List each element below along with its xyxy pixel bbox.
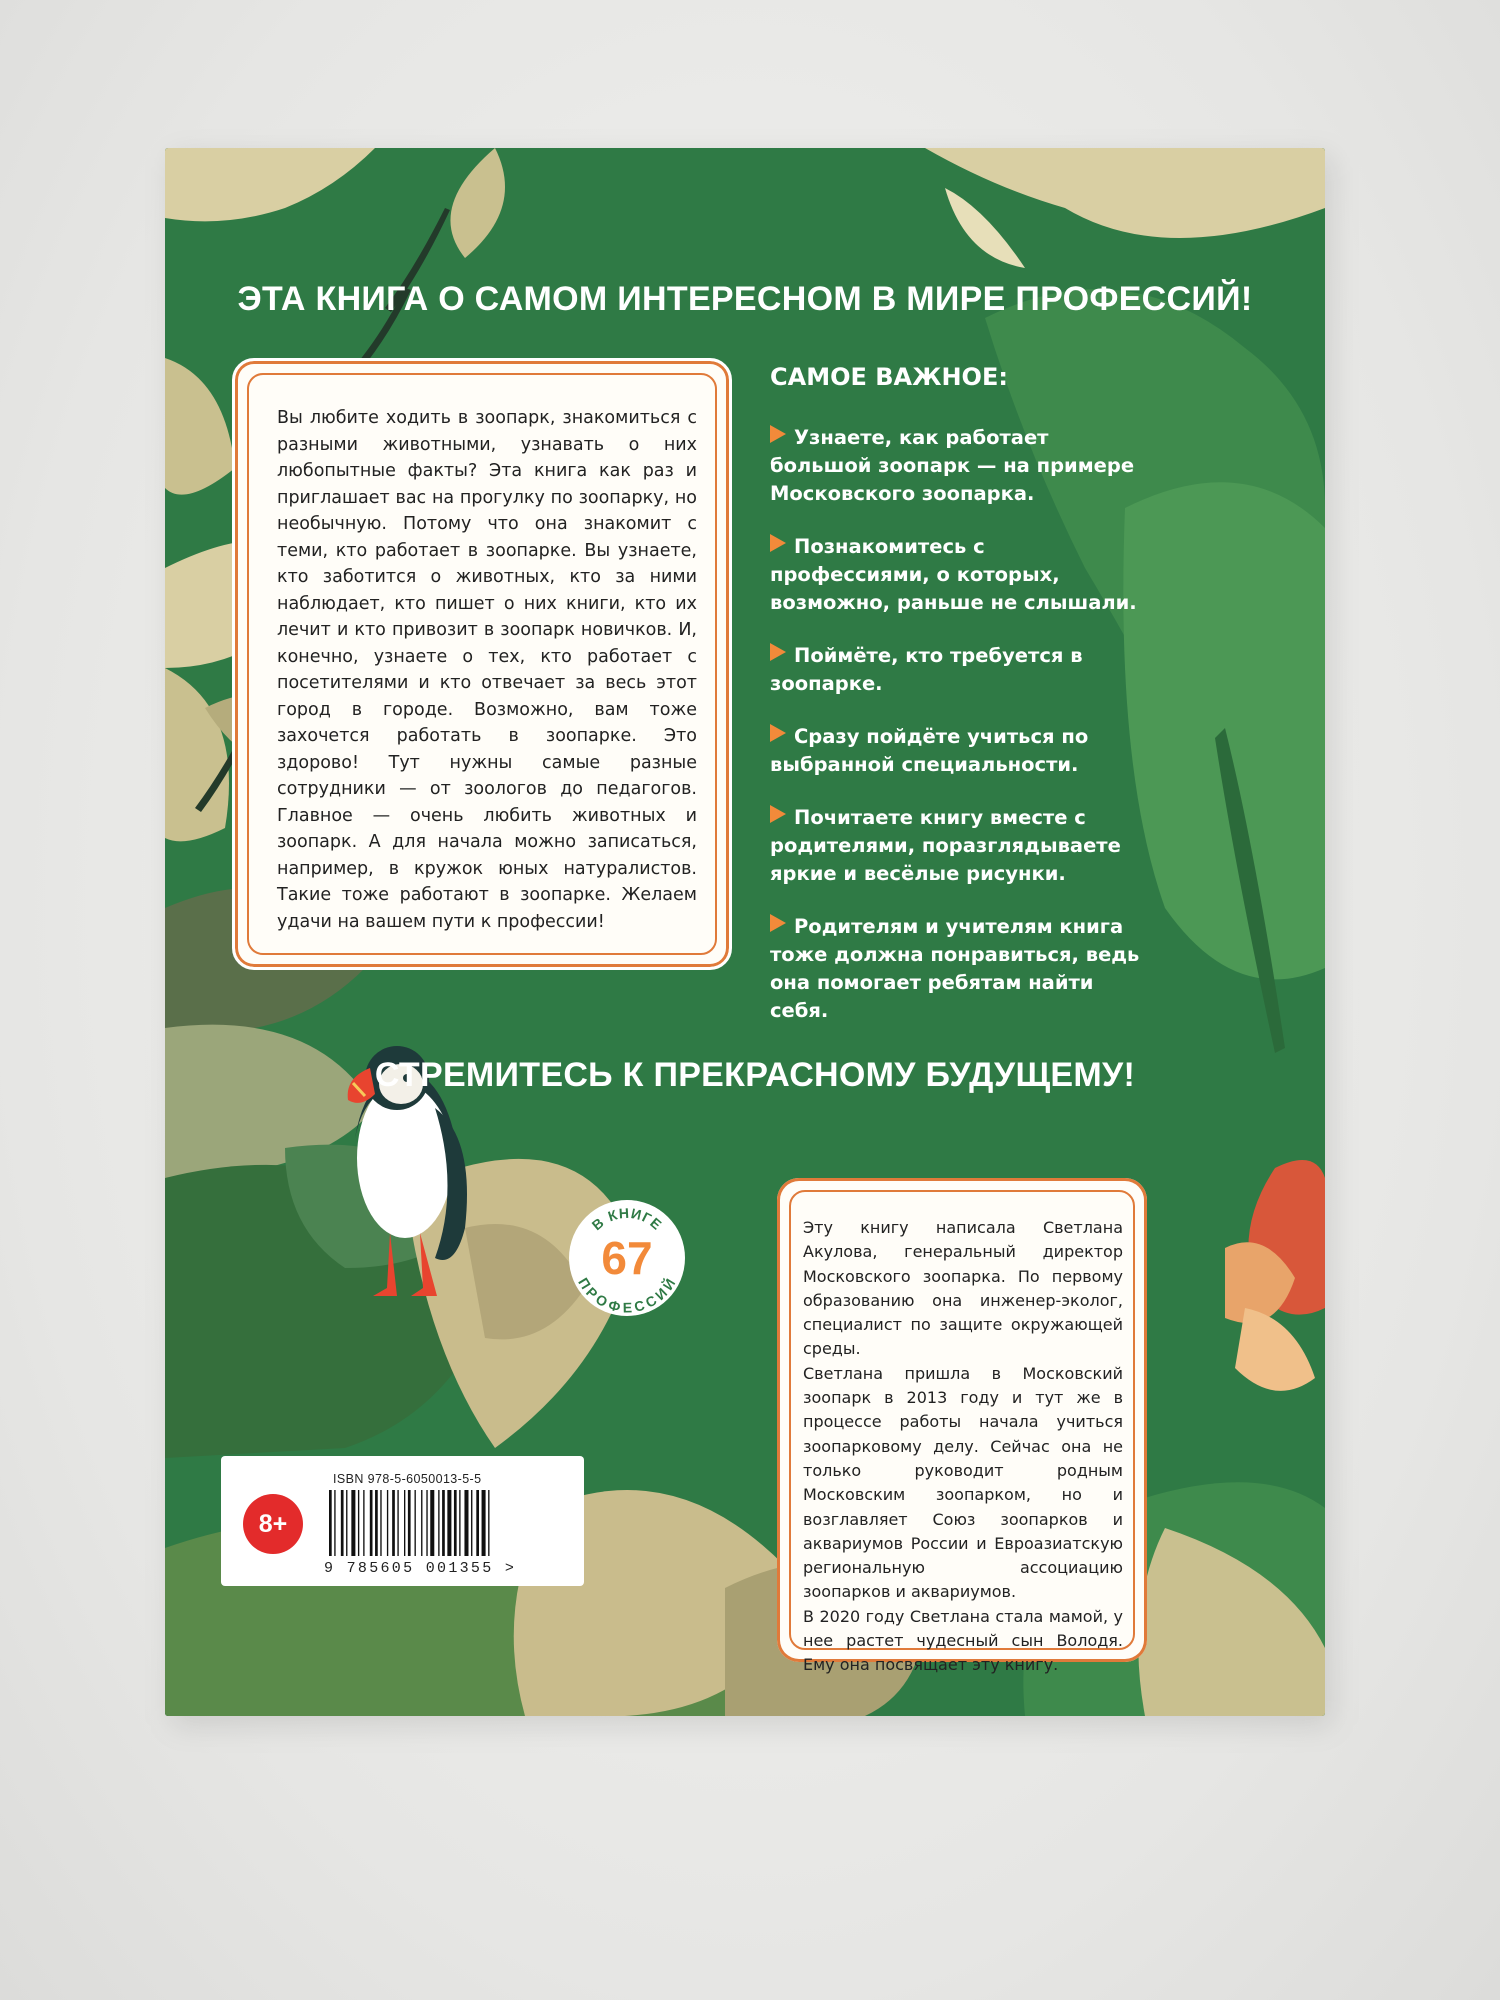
key-point-text: Познакомитесь с профессиями, о которых, возможно, раньше не слышали.	[770, 535, 1137, 614]
barcode-bar	[471, 1490, 472, 1556]
barcode-bar	[358, 1490, 359, 1556]
barcode-bar	[375, 1490, 378, 1556]
barcode-bar	[392, 1490, 395, 1556]
arrow-triangle-icon	[770, 425, 786, 443]
key-point-text: Почитаете книгу вместе с родителями, поразглядываете яркие и весёлые рисунки.	[770, 806, 1121, 885]
barcode-bar	[363, 1490, 364, 1556]
book-back-cover	[165, 148, 1325, 1716]
professions-stamp	[565, 1196, 689, 1325]
barcode-bar	[430, 1490, 434, 1556]
author-text	[803, 1216, 1123, 1678]
barcode-bar	[426, 1490, 427, 1556]
age-rating-badge: 8+	[243, 1494, 303, 1554]
headline-middle: СТРЕМИТЕСЬ К ПРЕКРАСНОМУ БУДУЩЕМУ!	[374, 1056, 1136, 1094]
key-points-list	[770, 424, 1150, 1050]
key-point	[770, 424, 1150, 508]
barcode-bar	[387, 1490, 388, 1556]
barcode-panel	[221, 1456, 584, 1586]
arrow-triangle-icon	[770, 724, 786, 742]
barcode-bar	[488, 1490, 489, 1556]
intro-box	[232, 358, 732, 970]
barcode-bar	[380, 1490, 381, 1556]
barcode-bar	[408, 1490, 411, 1556]
key-point-text: Сразу пойдёте учиться по выбранной специальности.	[770, 725, 1089, 776]
barcode-bar	[476, 1490, 479, 1556]
intro-text: Вы любите ходить в зоопарк, знакомиться с разными животными, узнавать о них любопытные факты? Эта книга как раз и приглашает вас на прогулку по зоопарку, но необычную. Потому что она знакомит с теми, кто работает в зоопарке. Вы узнаете, кто заботится о животных, кто за ними наблюдает, кто пишет о них книги, кто их лечит и кто привозит в зоопарк новичков. И, конечно, узнаете о тех, кто работает с посетителями и кто отвечает за весь этот город в городе. Возможно, вам тоже захочется работать в зоопарке. Это здорово! Тут нужны самые разные сотрудники — от зоологов до педагогов. Главное — очень любить животных и зоопарк. А для начала можно записаться, например, в кружок юных натуралистов. Такие тоже работают в зоопарке. Желаем удачи на вашем пути к профессии!	[277, 408, 697, 932]
barcode-bar	[442, 1490, 445, 1556]
barcode-bar	[454, 1490, 457, 1556]
barcode-bar	[351, 1490, 355, 1556]
barcode-digits: 9 785605 001355 >	[324, 1560, 517, 1577]
isbn-text: ISBN 978-5-6050013-5-5	[333, 1472, 482, 1486]
arrow-triangle-icon	[770, 643, 786, 661]
key-point	[770, 642, 1150, 698]
barcode-bar	[341, 1490, 344, 1556]
barcode-bar	[482, 1490, 486, 1556]
barcode-bar	[415, 1490, 416, 1556]
barcode-bar	[459, 1490, 460, 1556]
key-point	[770, 804, 1150, 888]
arrow-triangle-icon	[770, 534, 786, 552]
barcode-bar	[370, 1490, 373, 1556]
arrow-triangle-icon	[770, 805, 786, 823]
author-bio-paragraph: В 2020 году Светлана стала мамой, у нее растет чудесный сын Володя. Ему она посвящает эту книгу.	[803, 1606, 1123, 1675]
author-bio-paragraph: Светлана пришла в Московский зоопарк в 2013 году и тут же в процессе работы начала учиться зоопарковому делу. Сейчас она не только руководит родным Московским зоопарком, но и возглавляет Союз зоопарков и аквариумов России и Евроазиатскую региональную ассоциацию зоопарков и аквариумов.	[803, 1363, 1123, 1602]
barcode-bar	[346, 1490, 347, 1556]
key-point-text: Родителям и учителям книга тоже должна понравиться, ведь она помогает ребятам найти себя.	[770, 915, 1140, 1022]
arrow-triangle-icon	[770, 914, 786, 932]
key-point-text: Поймёте, кто требуется в зоопарке.	[770, 644, 1083, 695]
barcode-bar	[329, 1490, 332, 1556]
stamp-number: 67	[601, 1232, 653, 1284]
barcode-bar	[404, 1490, 405, 1556]
key-points-title: САМОЕ ВАЖНОЕ:	[770, 363, 1008, 391]
stamp-bottom-text: ПРОФЕССИЙ	[575, 1274, 679, 1316]
key-point	[770, 723, 1150, 779]
barcode-bar	[447, 1490, 451, 1556]
key-point-text: Узнаете, как работает большой зоопарк — на примере Московского зоопарка.	[770, 426, 1135, 505]
barcode-bar	[421, 1490, 422, 1556]
key-point	[770, 533, 1150, 617]
author-box	[777, 1178, 1147, 1675]
key-point	[770, 913, 1150, 1025]
stamp-top-text: В КНИГЕ	[588, 1204, 666, 1234]
barcode	[329, 1490, 559, 1560]
barcode-bar	[438, 1490, 439, 1556]
author-bio-paragraph: Эту книгу написала Светлана Акулова, генеральный директор Московского зоопарка. По первому образованию она инженер-эколог, специалист по защите окружающей среды.	[803, 1218, 1123, 1359]
barcode-bar	[334, 1490, 335, 1556]
headline-top: ЭТА КНИГА О САМОМ ИНТЕРЕСНОМ В МИРЕ ПРОФЕССИЙ!	[237, 280, 1253, 318]
barcode-bar	[464, 1490, 468, 1556]
barcode-bar	[397, 1490, 398, 1556]
